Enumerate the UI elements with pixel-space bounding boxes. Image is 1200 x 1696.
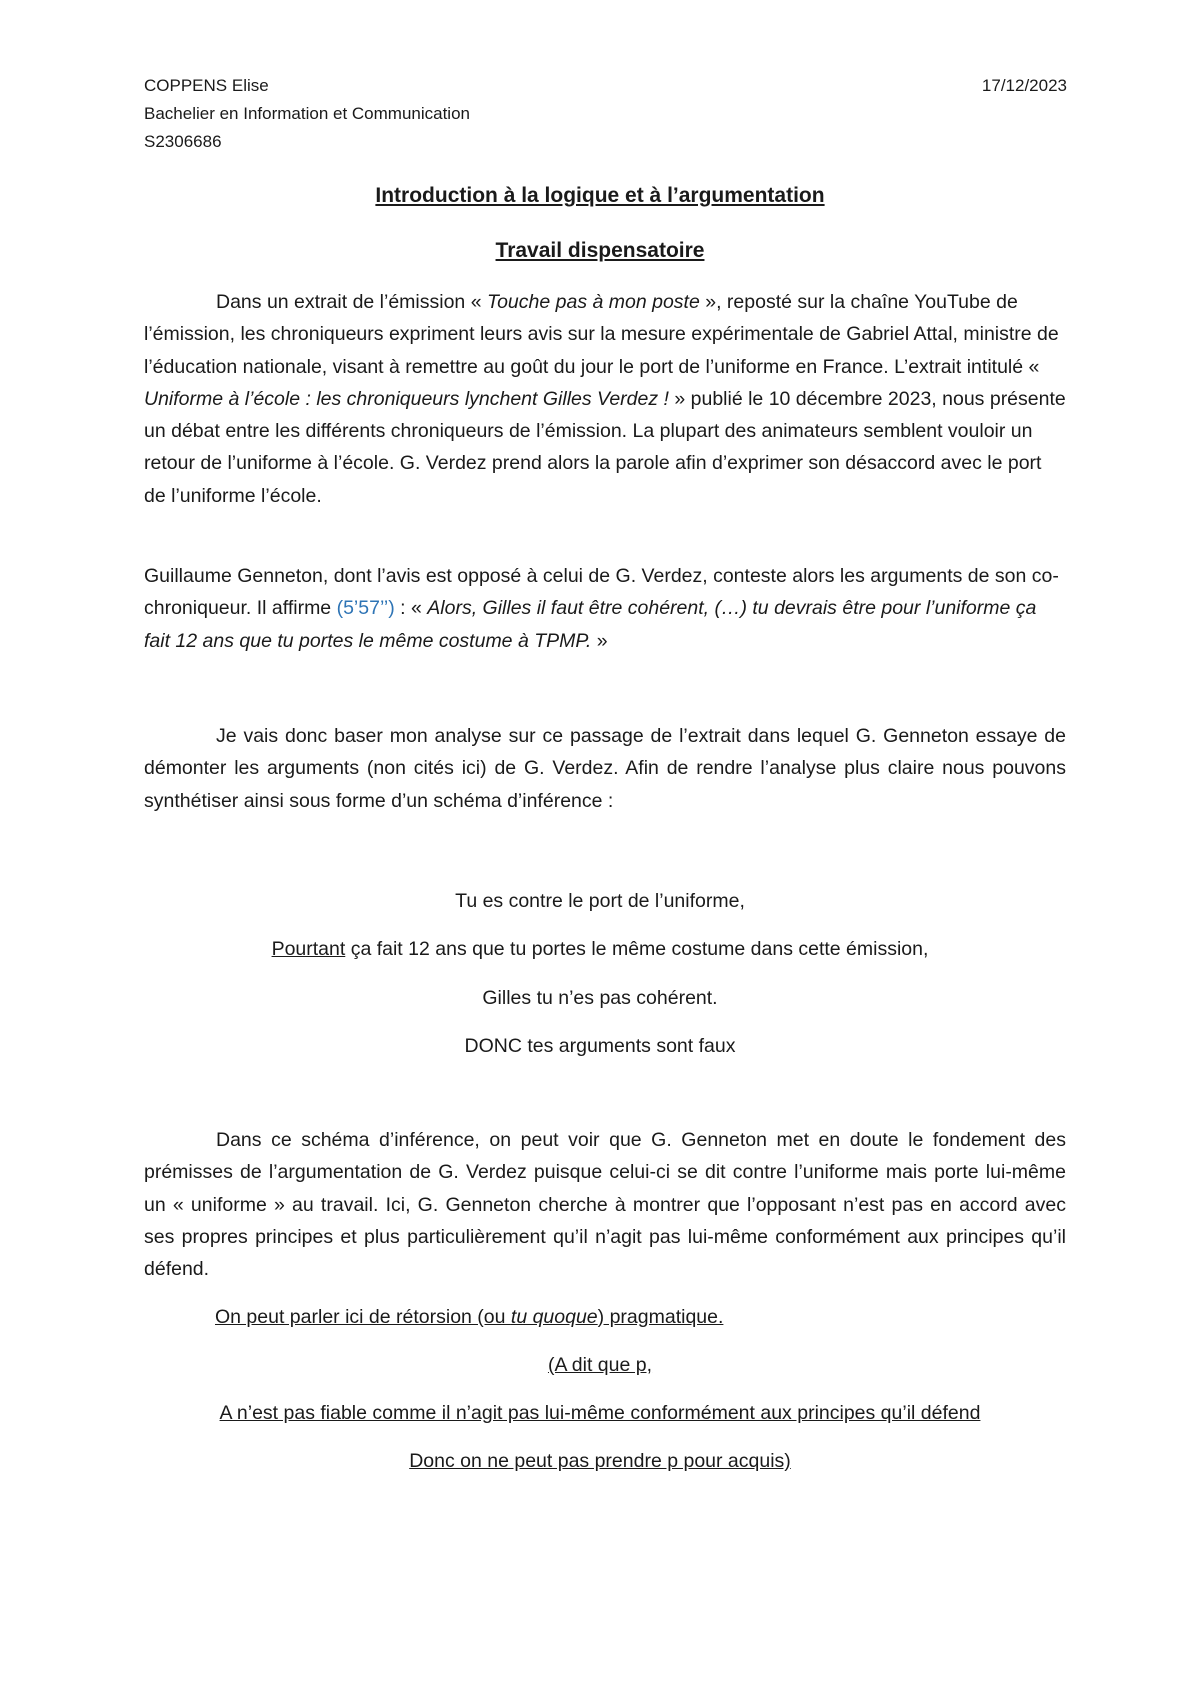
main-title-text: Introduction à la logique et à l’argumentation: [375, 184, 825, 207]
para2-text-b: : «: [394, 597, 428, 620]
paragraph-analysis: [144, 720, 1066, 817]
conclusion-line-1-c: ) pragmatique.: [597, 1306, 724, 1328]
para1-text-c: », reposté sur la chaîne YouTube de l’émission, les chroniqueurs expriment leurs avis sur la mesure expérimentale de Gabriel Attal, ministre de l’éducation nationale, visant à remettre au goût du jour le port de l’uniforme en France. L’extrait intitulé «: [144, 291, 1059, 378]
conclusion-line-1-a: On peut parler ici de rétorsion (ou: [215, 1306, 511, 1328]
main-title: [0, 184, 1200, 208]
para1-text-e: » publié le 10 décembre 2023, nous présente un débat entre les différents chroniqueurs de l’émission. La plupart des animateurs semblent vouloir un retour de l’uniforme à l’école. G. Verdez prend alors la parole afin d’exprimer son désaccord avec le port de l’uniforme l’école.: [144, 387, 1066, 507]
author-name: COPPENS Elise: [144, 76, 269, 95]
subtitle: [0, 239, 1200, 263]
para4-text: Dans ce schéma d’inférence, on peut voir que G. Genneton met en doute le fondement des prémisses de l’argumentation de G. Verdez puisque celui-ci se dit contre l’uniforme mais porte lui-même un « uniforme » au travail. Ici, G. Genneton cherche à montrer que l’opposant n’est pas en accord avec ses propres principes et plus particulièrement qu’il n’agit pas lui-même conformément aux principes qu’il défend.: [144, 1129, 1066, 1281]
schema-line-3: Gilles tu n’es pas cohérent.: [482, 987, 718, 1009]
conclusion-line-3: A n’est pas fiable comme il n’agit pas lui-même conformément aux principes qu’il défend: [219, 1402, 981, 1424]
author-block: [144, 72, 470, 156]
schema-keyword: Pourtant: [271, 938, 346, 960]
subtitle-text: Travail dispensatoire: [495, 239, 705, 262]
conclusion-line-2: (A dit que p,: [547, 1354, 653, 1376]
schema-line-2-rest: ça fait 12 ans que tu portes le même costume dans cette émission,: [345, 938, 929, 960]
para3-text: Je vais donc baser mon analyse sur ce passage de l’extrait dans lequel G. Genneton essaye de démonter les arguments (non cités ici) de G. Verdez. Afin de rendre l’analyse plus claire nous pouvons synthétiser ainsi sous forme d’un schéma d’inférence :: [144, 725, 1066, 812]
para2-text-c: »: [591, 629, 608, 652]
document-date: 17/12/2023: [981, 76, 1067, 95]
paragraph-quote: [144, 560, 1066, 657]
conclusion-line-1: [215, 1302, 723, 1332]
conclusion-line-4: Donc on ne peut pas prendre p pour acquis): [409, 1450, 791, 1472]
schema-line-2: [0, 934, 1200, 964]
video-title: Uniforme à l’école : les chroniqueurs lynchent Gilles Verdez !: [144, 387, 669, 410]
paragraph-intro: [144, 286, 1066, 512]
para2-text-a: Guillaume Genneton, dont l’avis est opposé à celui de G. Verdez, conteste alors les arguments de son co-chroniqueur. Il affirme: [144, 565, 1059, 620]
schema-line-4: DONC tes arguments sont faux: [464, 1035, 736, 1057]
program-name: Bachelier en Information et Communication: [144, 104, 470, 123]
para1-text-a: Dans un extrait de l’émission «: [216, 291, 487, 313]
student-id: S2306686: [144, 132, 222, 151]
paragraph-discussion: [144, 1124, 1066, 1285]
conclusion-term: tu quoque: [510, 1306, 598, 1328]
show-title: Touche pas à mon poste: [486, 291, 700, 313]
schema-line-1: Tu es contre le port de l’uniforme,: [455, 890, 745, 912]
timestamp: (5’57’’): [336, 597, 395, 620]
quote-text: Alors, Gilles il faut être cohérent, (…) tu devrais être pour l’uniforme ça fait 12 ans que tu portes le même costume à TPMP.: [144, 597, 1037, 652]
